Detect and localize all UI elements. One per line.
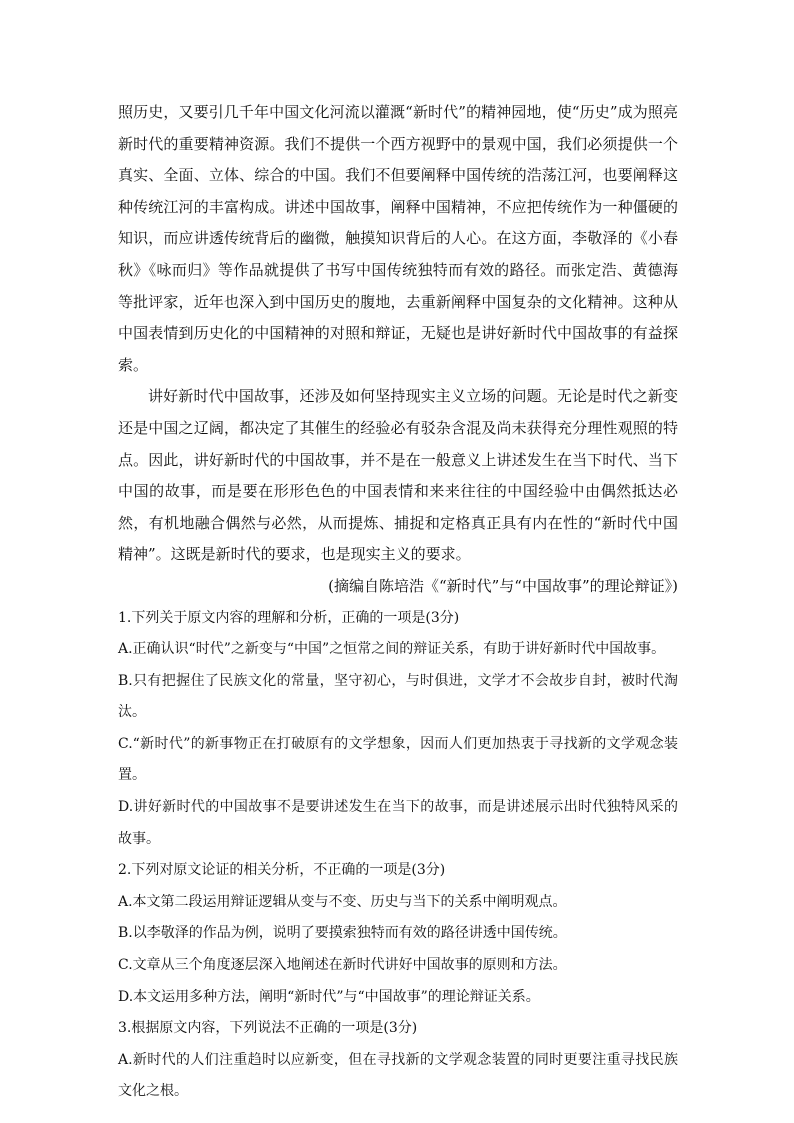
article-paragraph-1: 照历史，又要引几千年中国文化河流以灌溉“新时代”的精神园地，使“历史”成为照亮新时代的重要精神资源。我们不提供一个西方视野中的景观中国，我们必须提供一个真实、全面、立体、综合的中国。我们不但要阐释中国传统的浩荡江河，也要阐释这种传统江河的丰富构成。讲述中国故事，阐释中国精神，不应把传统作为一种僵硬的知识，而应讲透传统背后的幽微，触摸知识背后的人心。在这方面，李敬泽的《小春秋》《咏而归》等作品就提供了书写中国传统独特而有效的路径。而张定浩、黄德海等批评家，近年也深入到中国历史的腹地，去重新阐释中国复杂的文化精神。这种从中国表情到历史化的中国精神的对照和辩证，无疑也是讲好新时代中国故事的有益探索。 [118,103,678,374]
question-stem: 2.下列对原文论证的相关分析，不正确的一项是(3分) [118,862,446,879]
question-stem: 1.下列关于原文内容的理解和分析，正确的一项是(3分) [118,609,460,626]
exam-page [118,97,678,1108]
question-3 [118,1013,678,1108]
question-option: D.讲好新时代的中国故事不是要讲述发生在当下的故事，而是讲述展示出时代独特风采的故事。 [118,799,678,847]
question-option: C.“新时代”的新事物正在打破原有的文学想象，因而人们更加热衷于寻找新的文学观念装置。 [118,735,678,784]
question-option: A.新时代的人们注重趋时以应新变，但在寻找新的文学观念装置的同时更要注重寻找民族文化之根。 [118,1051,678,1100]
question-option: B.只有把握住了民族文化的常量，坚守初心，与时俱进，文学才不会故步自封，被时代淘汰。 [118,672,678,721]
question-option: A.正确认识“时代”之新变与“中国”之恒常之间的辩证关系，有助于讲好新时代中国故事。 [118,641,666,658]
question-option: D.本文运用多种方法，阐明“新时代”与“中国故事”的理论辩证关系。 [118,988,540,1005]
article-paragraph-2: 讲好新时代中国故事，还涉及如何坚持现实主义立场的问题。无论是时代之新变还是中国之辽阔，都决定了其催生的经验必有驳杂含混及尚未获得充分理性观照的特点。因此，讲好新时代的中国故事，并不是在一般意义上讲述发生在当下时代、当下中国的故事，而是要在形形色色的中国表情和来来往往的中国经验中由偶然抵达必然，有机地融合偶然与必然，从而提炼、捕捉和定格真正具有内在性的“新时代中国精神”。这既是新时代的要求，也是现实主义的要求。 [118,387,678,564]
question-stem: 3.根据原文内容，下列说法不正确的一项是(3分) [118,1020,418,1037]
question-option: B.以李敬泽的作品为例，说明了要摸索独特而有效的路径讲透中国传统。 [118,925,567,942]
question-option: C.文章从三个角度逐层深入地阐述在新时代讲好中国故事的原则和方法。 [118,957,567,974]
question-2 [118,855,678,1013]
question-option: A.本文第二段运用辩证逻辑从变与不变、历史与当下的关系中阐明观点。 [118,893,567,910]
question-1 [118,603,678,856]
article-source-citation: (摘编自陈培浩《“新时代”与“中国故事”的理论辩证》) [328,576,678,595]
